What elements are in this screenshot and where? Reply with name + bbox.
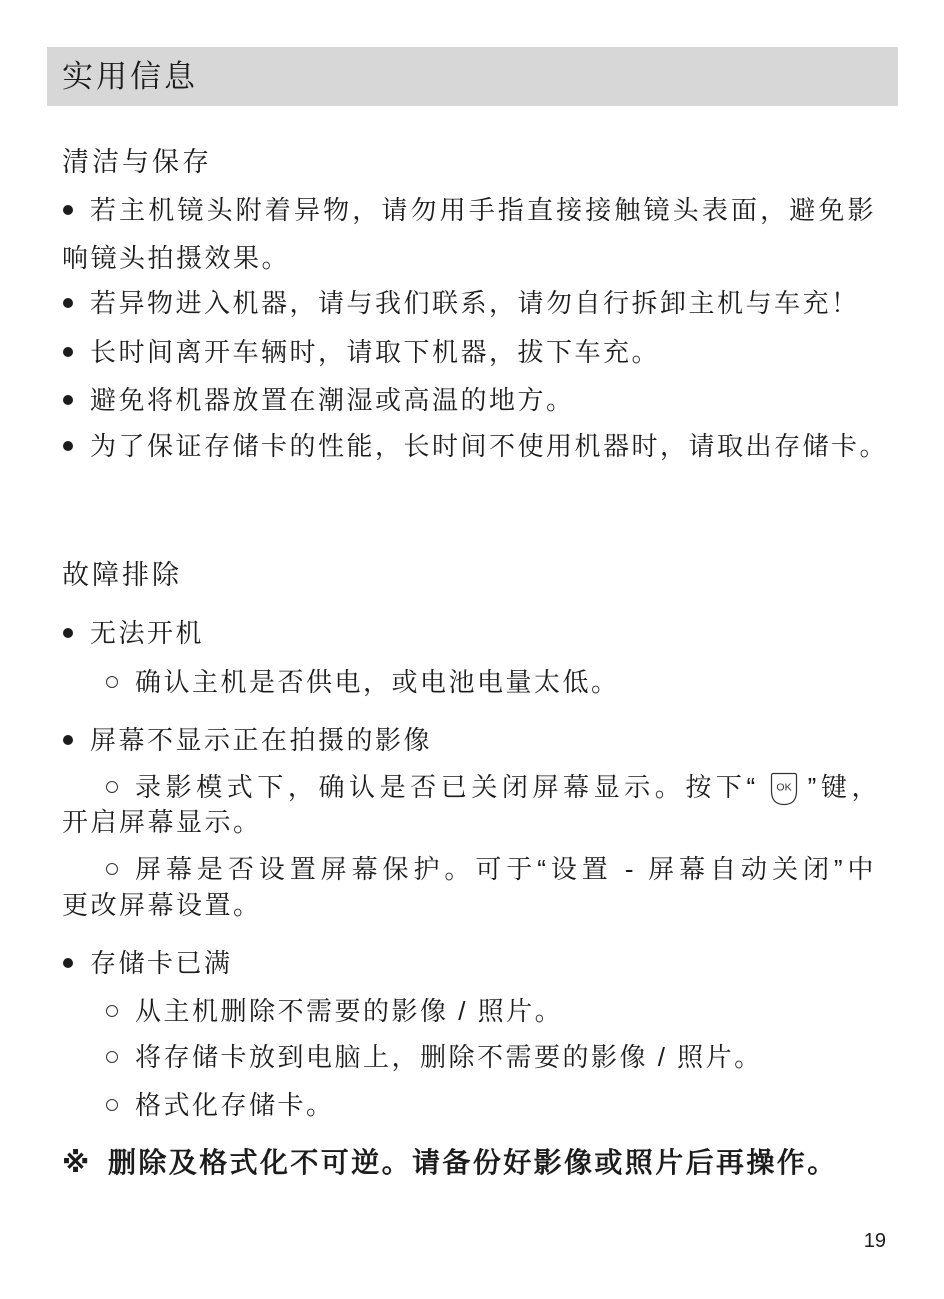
solution-item xyxy=(62,1040,763,1074)
sub-bullet-icon xyxy=(106,781,118,793)
cleaning-item xyxy=(62,383,575,417)
cleaning-item xyxy=(62,286,860,320)
solution-text: 从主机删除不需要的影像 / 照片。 xyxy=(135,996,564,1026)
warning-note-text: 删除及格式化不可逆。请备份好影像或照片后再操作。 xyxy=(108,1147,838,1178)
solution-item xyxy=(62,770,880,804)
solution-text: 将存储卡放到电脑上，删除不需要的影像 / 照片。 xyxy=(135,1042,763,1072)
ok-key-label: OK xyxy=(776,781,792,794)
solution-continuation: 更改屏幕设置。 xyxy=(62,890,262,920)
bullet-icon xyxy=(63,958,73,968)
sub-bullet-icon xyxy=(106,676,118,688)
warning-note xyxy=(62,1145,838,1181)
page-number: 19 xyxy=(863,1230,886,1252)
reference-mark: ※ xyxy=(62,1147,90,1178)
sub-bullet-icon xyxy=(106,1099,118,1111)
issue-title xyxy=(62,946,233,980)
sub-bullet-icon xyxy=(106,863,118,875)
solution-text-before-key: 录影模式下，确认是否已关闭屏幕显示。按下“ xyxy=(135,772,758,802)
issue-title xyxy=(62,616,204,650)
solution-text-after-key: ”键， xyxy=(807,772,880,802)
bullet-icon xyxy=(63,395,73,405)
section-header-band xyxy=(47,47,898,106)
item-text: 为了保证存储卡的性能，长时间不使用机器时，请取出存储卡。 xyxy=(90,431,889,461)
bullet-icon xyxy=(63,205,73,215)
cleaning-item xyxy=(62,335,660,369)
solution-item xyxy=(62,1088,335,1122)
bullet-icon xyxy=(63,735,73,745)
solution-continuation: 开启屏幕显示。 xyxy=(62,807,262,837)
solution-text: 屏幕是否设置屏幕保护。可于“设置 - 屏幕自动关闭”中 xyxy=(135,854,876,884)
bullet-icon xyxy=(63,441,73,451)
page-title: 实用信息 xyxy=(62,59,198,94)
issue-title-text: 屏幕不显示正在拍摄的影像 xyxy=(90,725,433,755)
ok-key-icon xyxy=(770,772,798,806)
troubleshooting-heading: 故障排除 xyxy=(62,560,182,590)
item-text: 若异物进入机器，请与我们联系，请勿自行拆卸主机与车充！ xyxy=(90,288,860,318)
cleaning-item-continuation: 响镜头拍摄效果。 xyxy=(62,243,291,273)
bullet-icon xyxy=(63,347,73,357)
issue-title xyxy=(62,723,432,757)
solution-item xyxy=(62,665,620,699)
sub-bullet-icon xyxy=(106,1051,118,1063)
solution-text: 确认主机是否供电，或电池电量太低。 xyxy=(135,667,620,697)
solution-text: 格式化存储卡。 xyxy=(135,1090,335,1120)
sub-bullet-icon xyxy=(106,1005,118,1017)
solution-item xyxy=(62,852,876,886)
cleaning-item xyxy=(62,193,876,227)
cleaning-item xyxy=(62,429,888,463)
bullet-icon xyxy=(63,628,73,638)
cleaning-heading: 清洁与保存 xyxy=(62,147,212,177)
bullet-icon xyxy=(63,298,73,308)
issue-title-text: 存储卡已满 xyxy=(90,948,233,978)
item-text: 若主机镜头附着异物，请勿用手指直接接触镜头表面，避免影 xyxy=(90,195,876,225)
issue-title-text: 无法开机 xyxy=(90,618,205,648)
item-text: 避免将机器放置在潮湿或高温的地方。 xyxy=(90,385,575,415)
item-text: 长时间离开车辆时，请取下机器，拔下车充。 xyxy=(90,337,661,367)
solution-item xyxy=(62,994,563,1028)
